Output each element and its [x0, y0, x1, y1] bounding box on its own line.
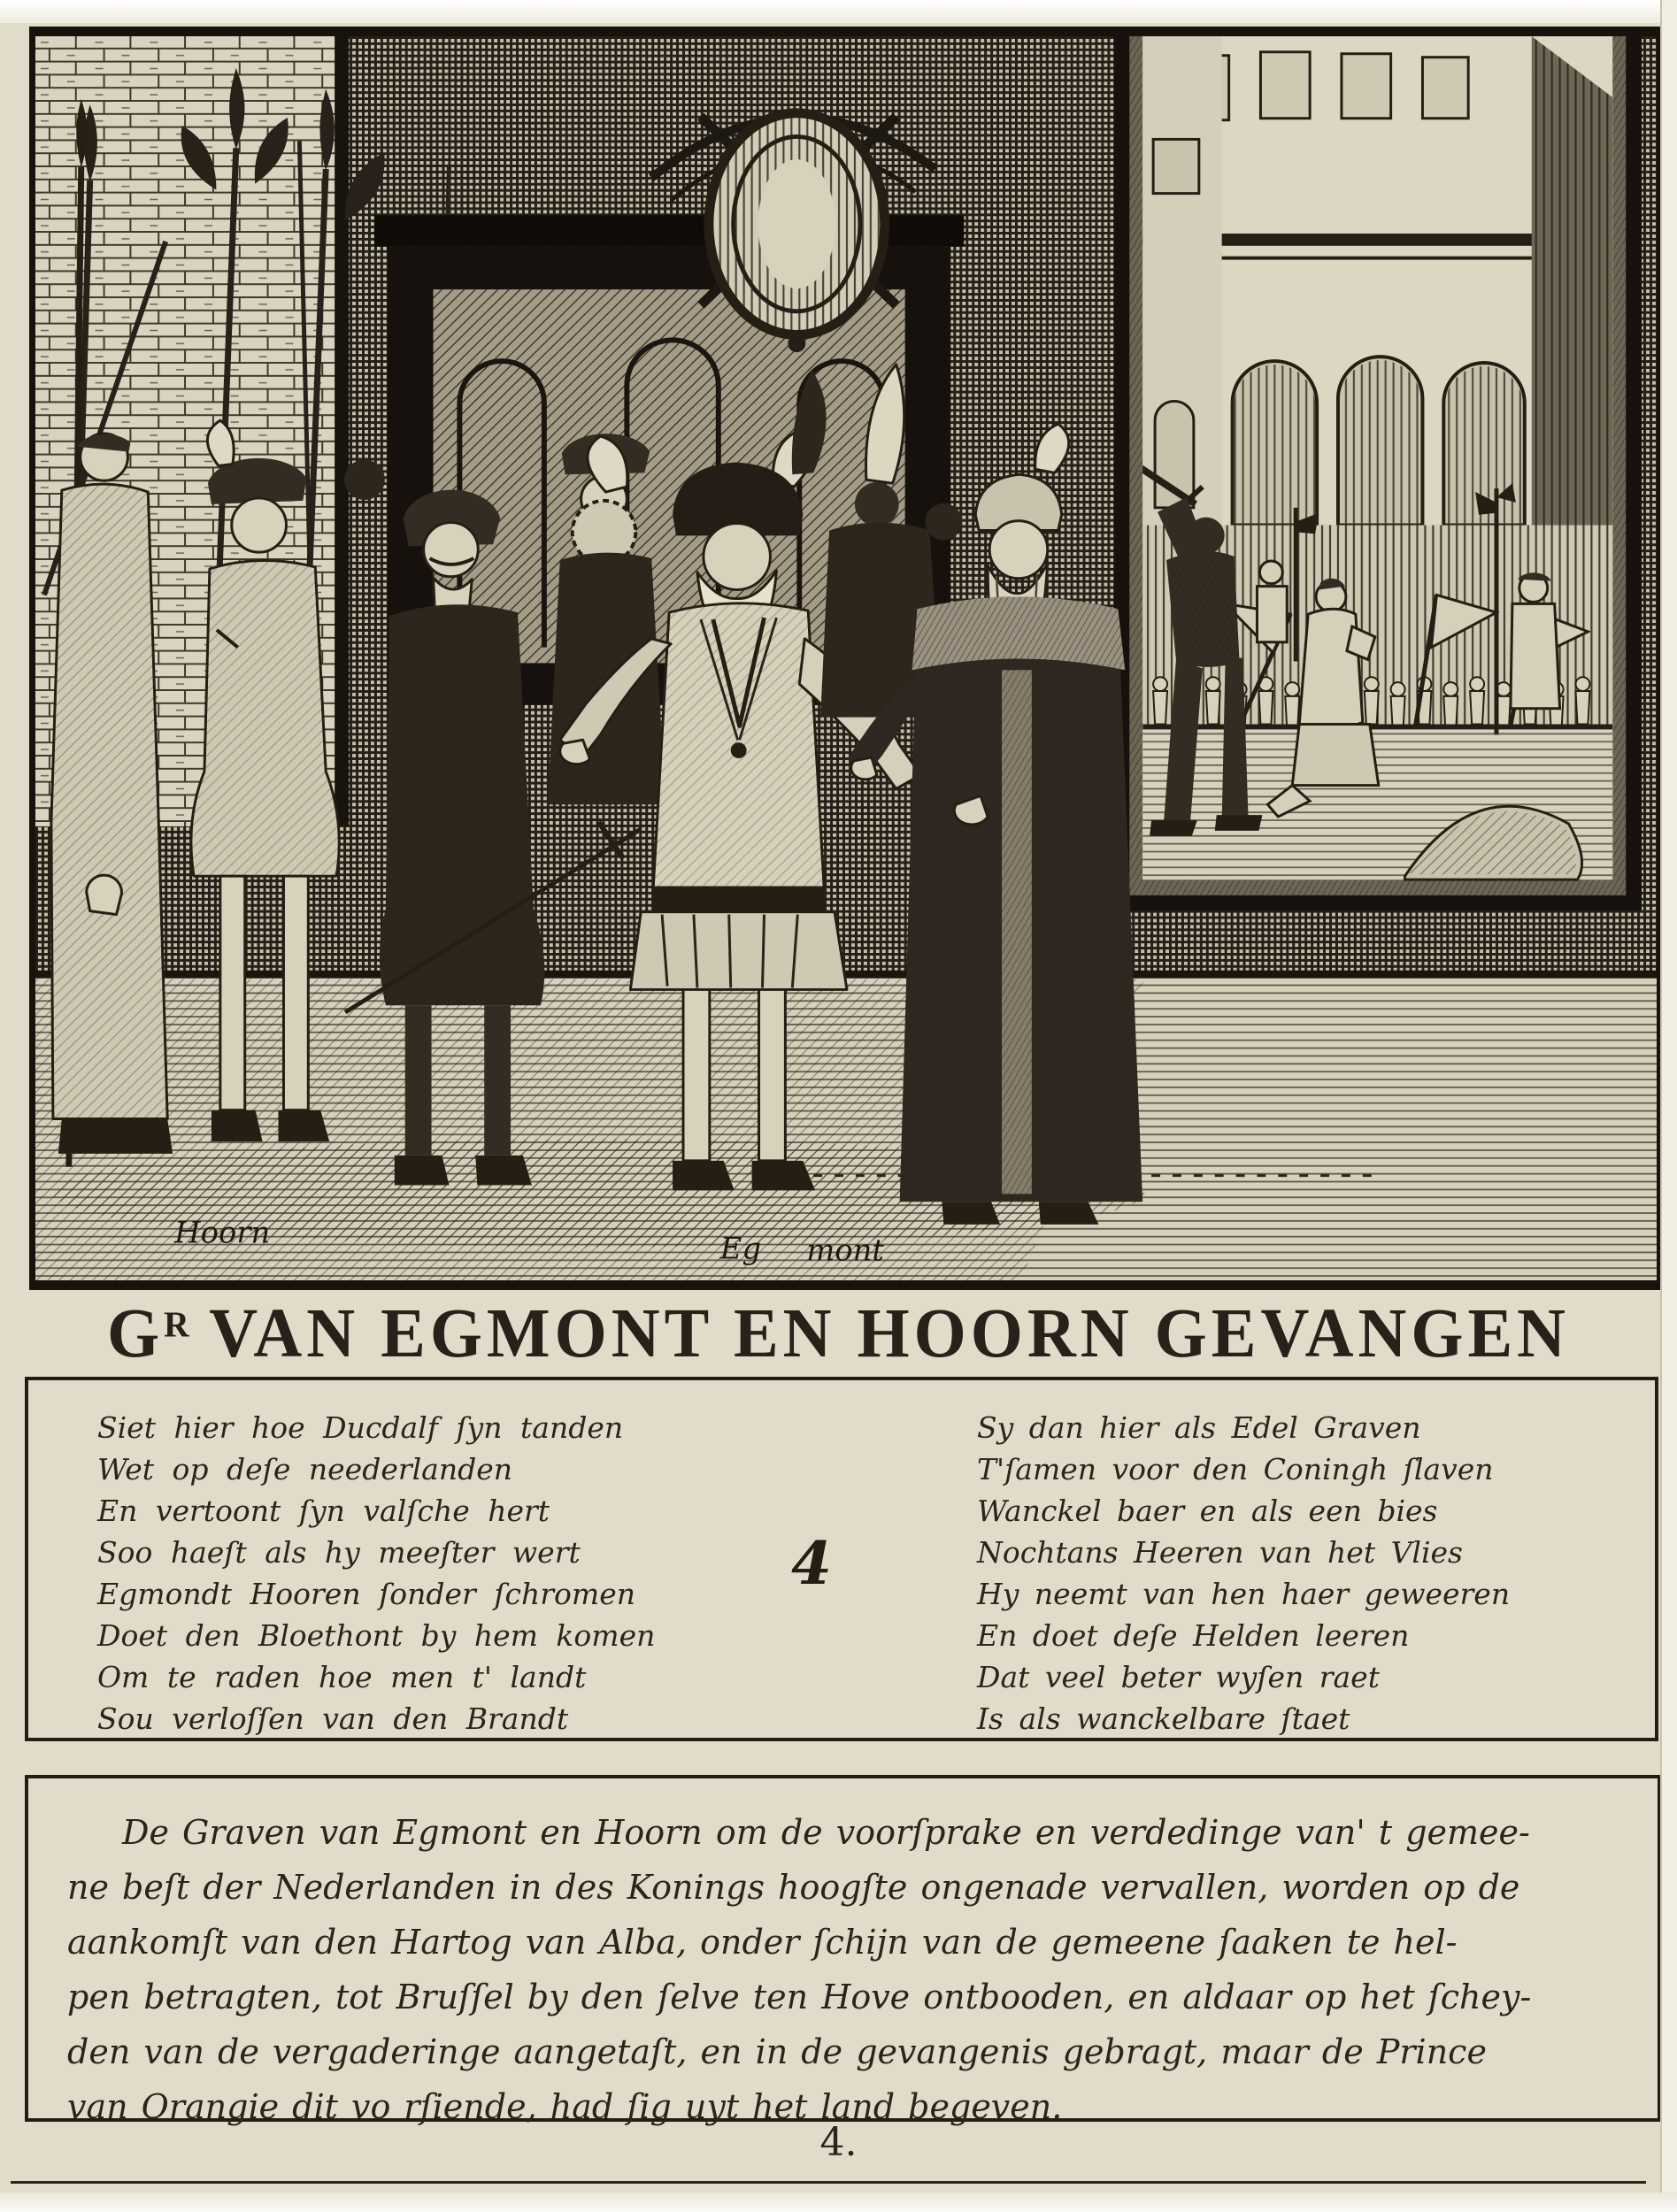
verse-line: Soo haeſt als hy meeſter wert	[97, 1535, 581, 1570]
paper-edge-top	[0, 0, 1677, 23]
verse-column-left	[97, 1407, 655, 1740]
prose-line: pen betragten, tot Bruſſel by den ſelve ten Hove ontbooden, en aldaar op het ſchey-	[67, 1978, 1532, 2016]
verse-line: Hy neemt van hen haer geweeren	[977, 1577, 1511, 1611]
verse-line: Om te raden hoe men t' landt	[97, 1660, 587, 1694]
paper-edge-right	[1660, 0, 1677, 2212]
engraving-frame	[29, 27, 1663, 1290]
verse-line: Sy dan hier als Edel Graven	[977, 1410, 1421, 1445]
verse-line: Sou verloſſen van den Brandt	[97, 1701, 569, 1736]
prose-line: aankomſt van den Hartog van Alba, onder ſchijn van de gemeene ſaaken te hel-	[67, 1923, 1458, 1962]
label-egmont-b: mont	[806, 1233, 885, 1268]
verse-box	[25, 1377, 1658, 1741]
verse-line: Wanckel baer en als een bies	[977, 1494, 1438, 1528]
verse-column-right	[977, 1407, 1510, 1740]
label-hoorn: Hoorn	[174, 1215, 271, 1250]
verse-line: Nochtans Heeren van het Vlies	[977, 1535, 1463, 1570]
prose-line: den van de vergaderinge aangetaſt, en in de gevangenis gebragt, maar de Prince	[67, 2032, 1487, 2071]
verse-line: Dat veel beter wyſen raet	[977, 1660, 1380, 1694]
label-egmont-a: Eg	[719, 1231, 762, 1266]
engraving-scene	[35, 36, 1657, 1280]
title-band	[0, 1292, 1677, 1375]
page-title: $G^R$ VAN EGMONT EN HOORN GEVANGEN	[106, 1294, 1571, 1372]
prose-line: ne beſt der Nederlanden in des Konings hoogſte ongenade vervallen, worden op de	[67, 1868, 1520, 1907]
verse-line: Siet hier hoe Ducdalf ſyn tanden	[97, 1410, 624, 1445]
title-superscript: R	[164, 1303, 189, 1345]
verse-line: Doet den Bloethont by hem komen	[97, 1618, 656, 1653]
verse-line: En vertoont ſyn valſche hert	[97, 1494, 550, 1528]
paper-edge-bottom	[0, 2193, 1677, 2212]
page-number: 4.	[819, 2120, 858, 2165]
prose-line: De Graven van Egmont en Hoorn om de voorſprake en verdedinge van' t gemee-	[122, 1813, 1530, 1852]
verse-line: Wet op deſe neederlanden	[97, 1452, 513, 1486]
verse-line: Egmondt Hooren ſonder ſchromen	[97, 1577, 635, 1611]
verse-line: En doet deſe Helden leeren	[977, 1618, 1410, 1653]
figure-back-head	[344, 460, 385, 500]
prose-box	[25, 1775, 1661, 2126]
bottom-rule	[11, 2181, 1646, 2184]
verse-center-mark: 4	[791, 1529, 832, 1598]
prose-line: van Orangie dit vo rſiende, had ſig uyt het land begeven.	[67, 2087, 1063, 2126]
verse-line: Is als wanckelbare ſtaet	[977, 1701, 1350, 1736]
verse-line: T'ſamen voor den Coningh ſlaven	[977, 1452, 1494, 1486]
execution-scene	[1113, 36, 1642, 911]
figure-back-head-2	[926, 503, 963, 540]
